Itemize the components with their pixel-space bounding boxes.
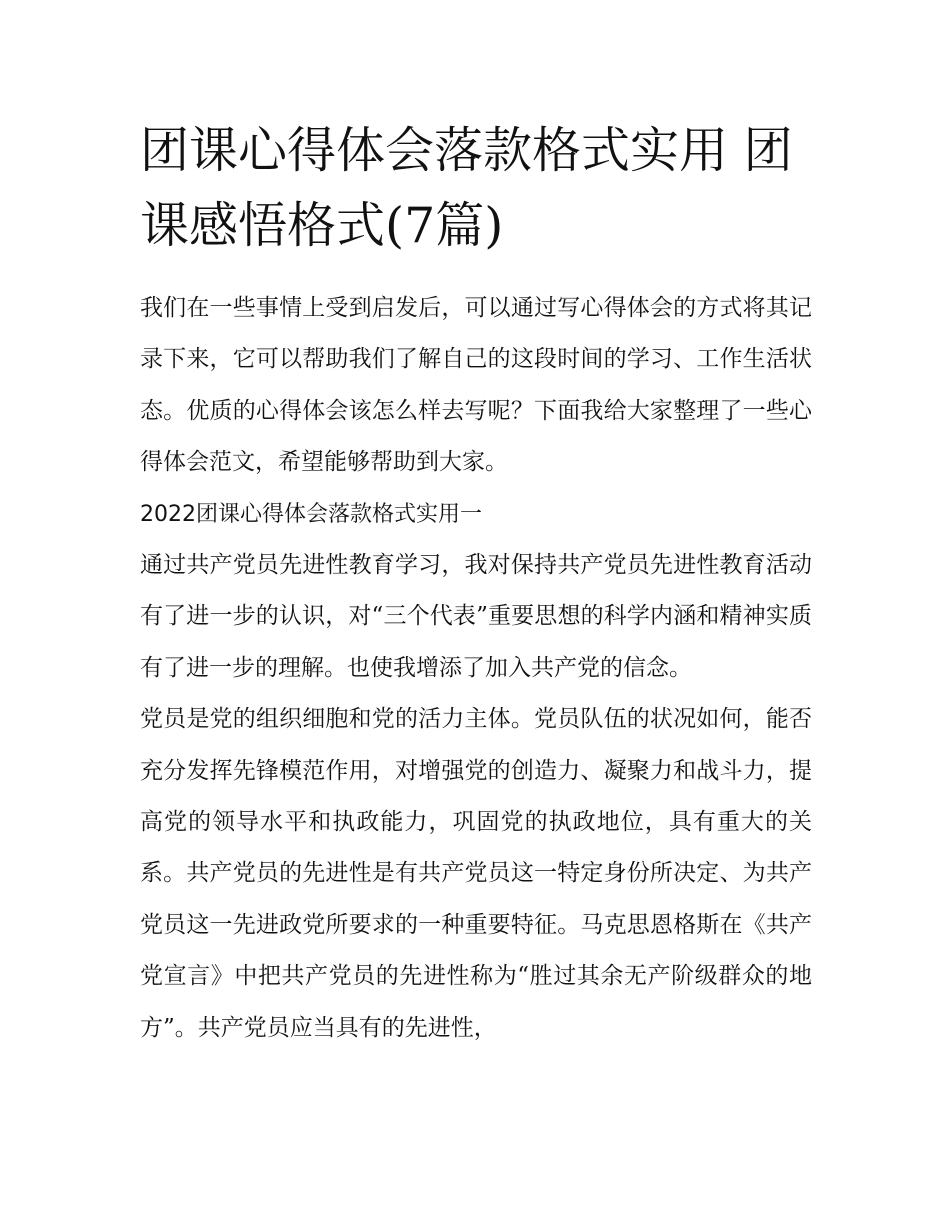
section-heading: 2022团课心得体会落款格式实用一 [140, 501, 482, 527]
document-page [140, 113, 812, 1054]
section-paragraph-2: 党员是党的组织细胞和党的活力主体。党员队伍的状况如何，能否充分发挥先锋模范作用，对增强党的创造力、凝聚力和战斗力，提高党的领导水平和执政能力，巩固党的执政地位，具有重大的关系。共产党员的先进性是有共产党员这一特定身份所决定、为共产党员这一先进政党所要求的一种重要特征。马克思恩格斯在《共产党宣言》中把共产党员的先进性称为“胜过其余无产阶级群众的地方”。共产党员应当具有的先进性， [140, 706, 812, 1041]
intro-paragraph: 我们在一些事情上受到启发后，可以通过写心得体会的方式将其记录下来，它可以帮助我们了解自己的这段时间的学习、工作生活状态。优质的心得体会该怎么样去写呢？下面我给大家整理了一些心得体会范文，希望能够帮助到大家。 [140, 295, 812, 476]
document-body [140, 283, 812, 1054]
document-title: 团课心得体会落款格式实用 团课感悟格式(7篇) [140, 122, 793, 254]
section-paragraph-1: 通过共产党员先进性教育学习，我对保持共产党员先进性教育活动有了进一步的认识，对“三个代表”重要思想的科学内涵和精神实质有了进一步的理解。也使我增添了加入共产党的信念。 [140, 552, 812, 681]
